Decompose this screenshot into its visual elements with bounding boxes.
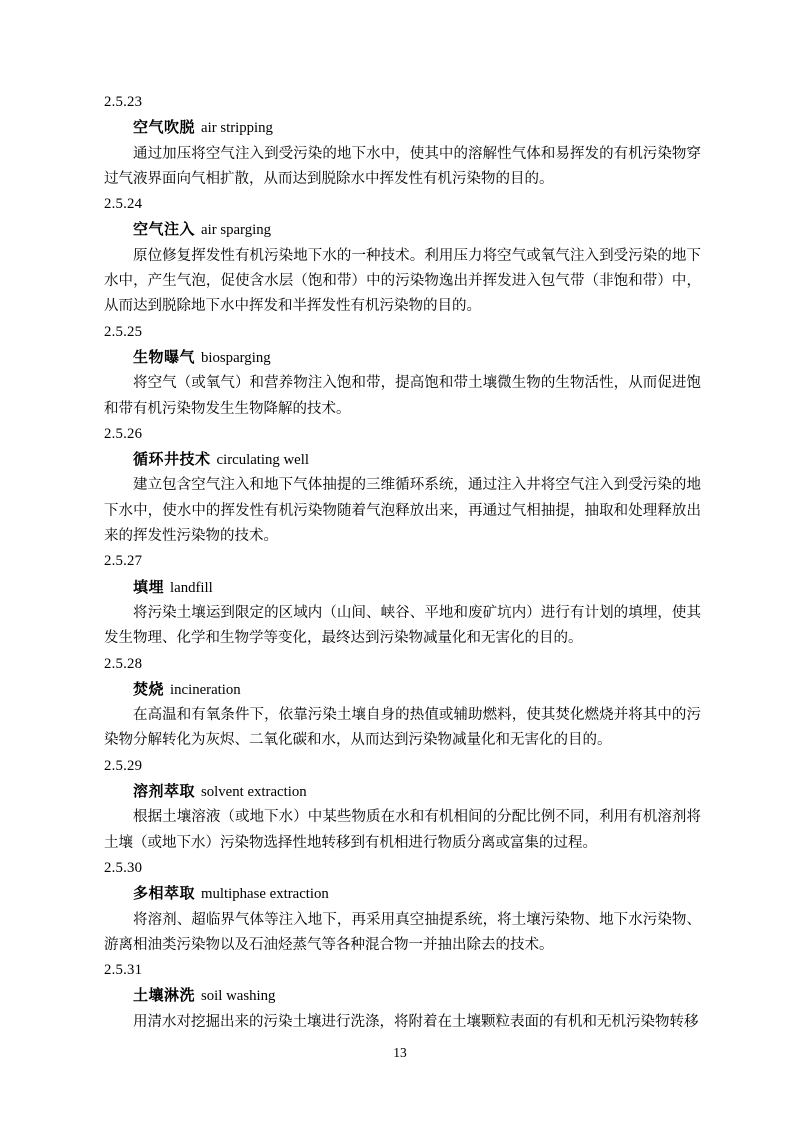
entry-number: 2.5.24 xyxy=(104,196,143,213)
term-entry xyxy=(104,90,701,192)
term-english: air stripping xyxy=(201,120,273,137)
entry-term-line xyxy=(104,115,701,141)
entry-term-line xyxy=(104,217,701,243)
entry-number: 2.5.28 xyxy=(104,655,143,672)
entry-number: 2.5.30 xyxy=(104,859,143,876)
term-english: soil washing xyxy=(201,988,276,1005)
entry-number: 2.5.29 xyxy=(104,757,143,774)
term-chinese: 空气吹脱 xyxy=(133,119,196,137)
entry-definition: 通过加压将空气注入到受污染的地下水中，使其中的溶解性气体和易挥发的有机污染物穿过气液界面向气相扩散，从而达到脱除水中挥发性有机污染物的目的。 xyxy=(104,145,701,187)
entry-term-line xyxy=(104,983,701,1009)
entry-definition: 用清水对挖掘出来的污染土壤进行洗涤，将附着在土壤颗粒表面的有机和无机污染物转移 xyxy=(133,1013,699,1030)
term-entry xyxy=(104,754,701,856)
entry-definition: 将溶剂、超临界气体等注入地下，再采用真空抽提系统，将土壤污染物、地下水污染物、游离相油类污染物以及石油烃蒸气等各种混合物一并抽出除去的技术。 xyxy=(104,911,701,953)
term-entry xyxy=(104,422,701,549)
term-entry xyxy=(104,192,701,319)
term-chinese: 循环井技术 xyxy=(133,451,211,469)
term-chinese: 填埋 xyxy=(133,578,165,596)
term-entry xyxy=(104,320,701,422)
entry-number: 2.5.27 xyxy=(104,553,143,570)
term-chinese: 空气注入 xyxy=(133,221,196,239)
term-entry xyxy=(104,958,701,1035)
term-chinese: 生物曝气 xyxy=(133,348,196,366)
entry-definition: 将空气（或氧气）和营养物注入饱和带，提高饱和带土壤微生物的生物活性，从而促进饱和带有机污染物发生生物降解的技术。 xyxy=(104,375,701,417)
entry-number: 2.5.23 xyxy=(104,94,143,110)
term-english: multiphase extraction xyxy=(201,886,329,903)
term-entry xyxy=(104,652,701,754)
entry-definition: 将污染土壤运到限定的区域内（山间、峡谷、平地和废矿坑内）进行有计划的填埋，使其发生物理、化学和生物学等变化，最终达到污染物减量化和无害化的目的。 xyxy=(104,604,701,647)
page-footer xyxy=(0,1044,800,1062)
term-chinese: 多相萃取 xyxy=(133,885,196,903)
terminology-section xyxy=(104,90,701,1035)
term-english: landfill xyxy=(170,579,213,596)
term-entry xyxy=(104,549,701,651)
entry-term-line xyxy=(104,575,701,601)
entry-definition: 在高温和有氧条件下，依靠污染土壤自身的热值或辅助燃料，使其焚化燃烧并将其中的污染物分解转化为灰烬、二氧化碳和水，从而达到污染物减量化和无害化的目的。 xyxy=(104,707,701,749)
term-chinese: 溶剂萃取 xyxy=(133,783,196,801)
entry-definition: 建立包含空气注入和地下气体抽提的三维循环系统，通过注入井将空气注入到受污染的地下水中，使水中的挥发性有机污染物随着气泡释放出来，再通过气相抽提，抽取和处理释放出来的挥发性污染物的技术。 xyxy=(104,477,701,545)
page-number: 13 xyxy=(393,1045,407,1060)
term-english: air sparging xyxy=(201,222,272,239)
entry-term-line xyxy=(104,779,701,805)
entry-term-line xyxy=(104,447,701,473)
term-chinese: 焚烧 xyxy=(133,680,165,698)
entry-term-line xyxy=(104,345,701,371)
term-chinese: 土壤淋洗 xyxy=(133,987,196,1005)
entry-term-line xyxy=(104,677,701,703)
term-entry xyxy=(104,856,701,958)
entry-number: 2.5.25 xyxy=(104,323,143,340)
entry-number: 2.5.26 xyxy=(104,425,143,442)
entry-definition: 根据土壤溶液（或地下水）中某些物质在水和有机相间的分配比例不同，利用有机溶剂将土壤（或地下水）污染物选择性地转移到有机相进行物质分离或富集的过程。 xyxy=(104,809,701,851)
term-english: solvent extraction xyxy=(201,784,307,801)
term-english: biosparging xyxy=(201,349,271,366)
entry-number: 2.5.31 xyxy=(104,962,143,979)
term-english: incineration xyxy=(170,681,241,698)
term-english: circulating well xyxy=(216,452,309,469)
entry-definition: 原位修复挥发性有机污染地下水的一种技术。利用压力将空气或氧气注入到受污染的地下水中，产生气泡，促使含水层（饱和带）中的污染物逸出并挥发进入包气带（非饱和带）中，从而达到脱除地下水中挥发和半挥发性有机污染物的目的。 xyxy=(104,247,701,315)
entry-term-line xyxy=(104,881,701,907)
